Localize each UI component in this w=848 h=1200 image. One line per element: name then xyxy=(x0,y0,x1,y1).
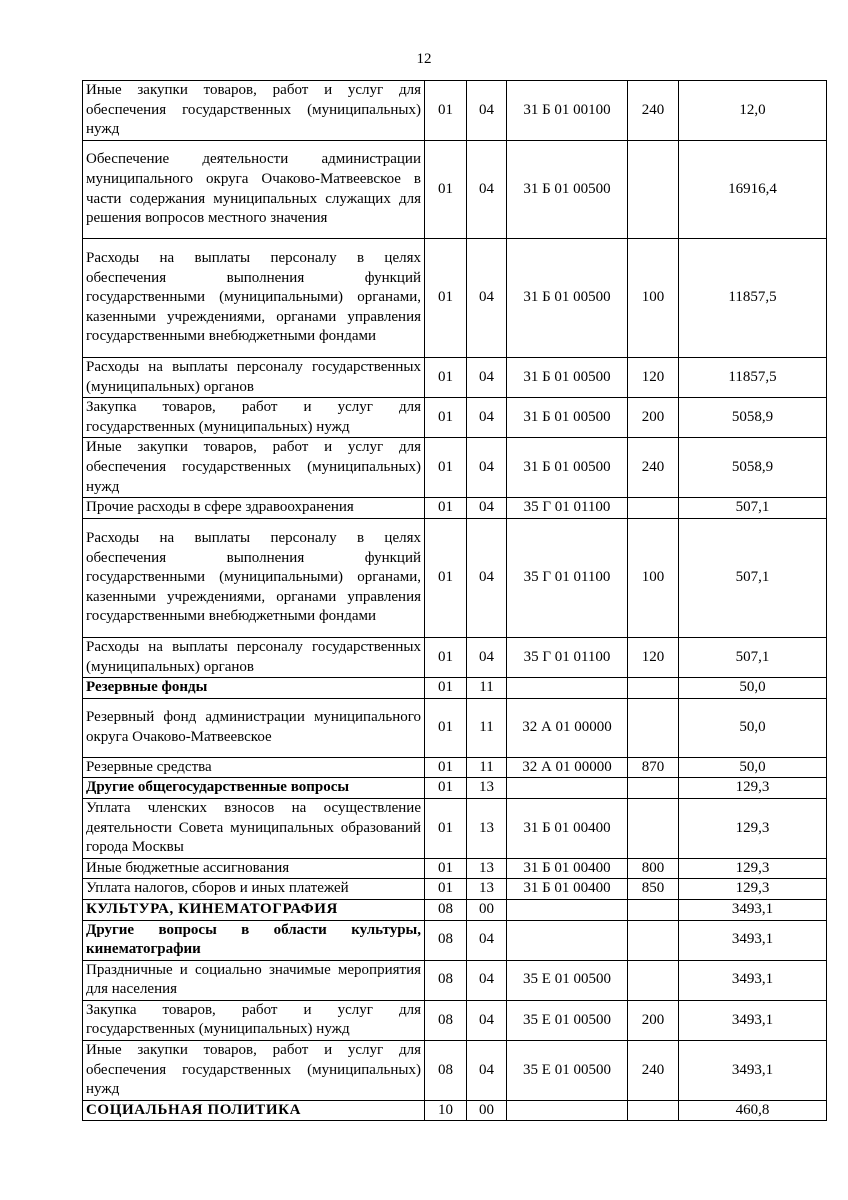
table-row xyxy=(83,960,827,1000)
row-subsection: 00 xyxy=(467,1100,507,1121)
row-subsection: 04 xyxy=(467,1000,507,1040)
table-row xyxy=(83,698,827,757)
row-section: 01 xyxy=(425,879,467,900)
row-section: 01 xyxy=(425,498,467,519)
table-row xyxy=(83,678,827,699)
row-section: 01 xyxy=(425,678,467,699)
row-amount: 129,3 xyxy=(679,778,827,799)
row-target-article: 31 Б 01 00500 xyxy=(507,438,628,498)
row-subsection: 13 xyxy=(467,798,507,858)
row-amount: 3493,1 xyxy=(679,960,827,1000)
row-expense-type xyxy=(628,960,679,1000)
row-target-article: 32 А 01 00000 xyxy=(507,698,628,757)
row-target-article xyxy=(507,1100,628,1121)
row-expense-type: 120 xyxy=(628,637,679,677)
row-amount: 16916,4 xyxy=(679,141,827,239)
row-amount: 460,8 xyxy=(679,1100,827,1121)
row-subsection: 11 xyxy=(467,678,507,699)
row-target-article: 31 Б 01 00400 xyxy=(507,858,628,879)
row-target-article: 35 Г 01 01100 xyxy=(507,637,628,677)
row-amount: 11857,5 xyxy=(679,358,827,398)
row-section: 08 xyxy=(425,960,467,1000)
row-name: СОЦИАЛЬНАЯ ПОЛИТИКА xyxy=(83,1100,425,1121)
row-section: 08 xyxy=(425,1000,467,1040)
row-name: Закупка товаров, работ и услуг для государственных (муниципальных) нужд xyxy=(83,1000,425,1040)
row-expense-type: 240 xyxy=(628,1041,679,1101)
row-expense-type: 850 xyxy=(628,879,679,900)
row-target-article: 31 Б 01 00500 xyxy=(507,141,628,239)
row-name: Иные закупки товаров, работ и услуг для обеспечения государственных (муниципальных) нужд xyxy=(83,81,425,141)
row-target-article xyxy=(507,899,628,920)
row-expense-type xyxy=(628,678,679,699)
row-expense-type xyxy=(628,798,679,858)
row-amount: 507,1 xyxy=(679,498,827,519)
row-expense-type xyxy=(628,698,679,757)
row-section: 01 xyxy=(425,637,467,677)
row-target-article: 31 Б 01 00500 xyxy=(507,358,628,398)
row-expense-type: 120 xyxy=(628,358,679,398)
table-row xyxy=(83,899,827,920)
row-name: Расходы на выплаты персоналу в целях обеспечения выполнения функций государственными (муниципальными) органами, казенными учреждениями, органами управления государственными внебюджетными фондами xyxy=(83,239,425,358)
row-name: Расходы на выплаты персоналу государственных (муниципальных) органов xyxy=(83,637,425,677)
row-amount: 11857,5 xyxy=(679,239,827,358)
row-name: Иные закупки товаров, работ и услуг для обеспечения государственных (муниципальных) нужд xyxy=(83,1041,425,1101)
row-expense-type: 200 xyxy=(628,1000,679,1040)
page-number: 12 xyxy=(416,51,432,67)
row-amount: 50,0 xyxy=(679,678,827,699)
table-row xyxy=(83,920,827,960)
table-row xyxy=(83,778,827,799)
row-amount: 12,0 xyxy=(679,81,827,141)
row-amount: 50,0 xyxy=(679,757,827,778)
row-expense-type: 240 xyxy=(628,438,679,498)
table-row xyxy=(83,637,827,677)
row-subsection: 13 xyxy=(467,778,507,799)
row-name: Расходы на выплаты персоналу государственных (муниципальных) органов xyxy=(83,358,425,398)
row-target-article: 31 Б 01 00400 xyxy=(507,798,628,858)
table-row xyxy=(83,81,827,141)
row-amount: 507,1 xyxy=(679,518,827,637)
row-name: КУЛЬТУРА, КИНЕМАТОГРАФИЯ xyxy=(83,899,425,920)
row-section: 01 xyxy=(425,398,467,438)
budget-table xyxy=(82,80,827,1121)
table-row xyxy=(83,358,827,398)
row-amount: 3493,1 xyxy=(679,899,827,920)
row-expense-type: 870 xyxy=(628,757,679,778)
row-amount: 129,3 xyxy=(679,798,827,858)
row-name: Резервные средства xyxy=(83,757,425,778)
row-amount: 5058,9 xyxy=(679,398,827,438)
row-section: 01 xyxy=(425,81,467,141)
row-subsection: 13 xyxy=(467,858,507,879)
row-subsection: 04 xyxy=(467,498,507,519)
row-target-article xyxy=(507,678,628,699)
table-row xyxy=(83,1100,827,1121)
table-row xyxy=(83,757,827,778)
row-amount: 507,1 xyxy=(679,637,827,677)
row-section: 01 xyxy=(425,438,467,498)
row-subsection: 04 xyxy=(467,920,507,960)
row-subsection: 04 xyxy=(467,141,507,239)
row-subsection: 04 xyxy=(467,1041,507,1101)
row-target-article: 31 Б 01 00500 xyxy=(507,398,628,438)
row-section: 01 xyxy=(425,698,467,757)
row-target-article: 31 Б 01 00400 xyxy=(507,879,628,900)
row-subsection: 04 xyxy=(467,358,507,398)
row-subsection: 04 xyxy=(467,239,507,358)
table-row xyxy=(83,438,827,498)
table-row xyxy=(83,518,827,637)
row-section: 01 xyxy=(425,757,467,778)
row-name: Уплата членских взносов на осуществление деятельности Совета муниципальных образований города Москвы xyxy=(83,798,425,858)
table-row xyxy=(83,141,827,239)
row-amount: 5058,9 xyxy=(679,438,827,498)
row-target-article: 32 А 01 00000 xyxy=(507,757,628,778)
row-subsection: 11 xyxy=(467,698,507,757)
row-section: 01 xyxy=(425,778,467,799)
row-expense-type xyxy=(628,778,679,799)
row-name: Обеспечение деятельности администрации муниципального округа Очаково-Матвеевское в части содержания муниципальных служащих для решения вопросов местного значения xyxy=(83,141,425,239)
row-name: Другие общегосударственные вопросы xyxy=(83,778,425,799)
table-row xyxy=(83,798,827,858)
row-subsection: 04 xyxy=(467,438,507,498)
row-subsection: 04 xyxy=(467,960,507,1000)
row-amount: 3493,1 xyxy=(679,920,827,960)
table-row xyxy=(83,879,827,900)
row-expense-type xyxy=(628,899,679,920)
row-expense-type xyxy=(628,920,679,960)
row-name: Другие вопросы в области культуры, кинематографии xyxy=(83,920,425,960)
row-section: 01 xyxy=(425,798,467,858)
row-target-article: 35 Г 01 01100 xyxy=(507,498,628,519)
row-expense-type: 100 xyxy=(628,239,679,358)
row-name: Праздничные и социально значимые мероприятия для населения xyxy=(83,960,425,1000)
row-subsection: 00 xyxy=(467,899,507,920)
table-row xyxy=(83,398,827,438)
row-section: 08 xyxy=(425,1041,467,1101)
row-section: 10 xyxy=(425,1100,467,1121)
row-name: Иные закупки товаров, работ и услуг для обеспечения государственных (муниципальных) нужд xyxy=(83,438,425,498)
row-section: 01 xyxy=(425,141,467,239)
row-subsection: 11 xyxy=(467,757,507,778)
row-amount: 3493,1 xyxy=(679,1041,827,1101)
row-name: Резервный фонд администрации муниципального округа Очаково-Матвеевское xyxy=(83,698,425,757)
row-section: 01 xyxy=(425,358,467,398)
row-subsection: 04 xyxy=(467,518,507,637)
row-subsection: 04 xyxy=(467,398,507,438)
row-amount: 129,3 xyxy=(679,858,827,879)
row-name: Уплата налогов, сборов и иных платежей xyxy=(83,879,425,900)
row-expense-type: 200 xyxy=(628,398,679,438)
row-target-article: 35 Е 01 00500 xyxy=(507,960,628,1000)
row-subsection: 04 xyxy=(467,637,507,677)
row-target-article: 31 Б 01 00100 xyxy=(507,81,628,141)
row-expense-type: 800 xyxy=(628,858,679,879)
row-expense-type xyxy=(628,498,679,519)
budget-table-body xyxy=(83,81,827,1121)
row-target-article xyxy=(507,778,628,799)
row-target-article: 31 Б 01 00500 xyxy=(507,239,628,358)
row-amount: 129,3 xyxy=(679,879,827,900)
row-section: 08 xyxy=(425,920,467,960)
row-section: 08 xyxy=(425,899,467,920)
row-target-article: 35 Е 01 00500 xyxy=(507,1000,628,1040)
row-section: 01 xyxy=(425,518,467,637)
row-target-article: 35 Г 01 01100 xyxy=(507,518,628,637)
table-row xyxy=(83,1041,827,1101)
row-name: Резервные фонды xyxy=(83,678,425,699)
row-subsection: 04 xyxy=(467,81,507,141)
row-expense-type xyxy=(628,141,679,239)
row-target-article: 35 Е 01 00500 xyxy=(507,1041,628,1101)
row-target-article xyxy=(507,920,628,960)
row-name: Закупка товаров, работ и услуг для государственных (муниципальных) нужд xyxy=(83,398,425,438)
row-name: Иные бюджетные ассигнования xyxy=(83,858,425,879)
row-name: Прочие расходы в сфере здравоохранения xyxy=(83,498,425,519)
table-row xyxy=(83,498,827,519)
row-amount: 3493,1 xyxy=(679,1000,827,1040)
row-section: 01 xyxy=(425,858,467,879)
row-expense-type: 240 xyxy=(628,81,679,141)
row-name: Расходы на выплаты персоналу в целях обеспечения выполнения функций государственными (муниципальными) органами, казенными учреждениями, органами управления государственными внебюджетными фондами xyxy=(83,518,425,637)
table-row xyxy=(83,1000,827,1040)
row-amount: 50,0 xyxy=(679,698,827,757)
row-subsection: 13 xyxy=(467,879,507,900)
row-expense-type: 100 xyxy=(628,518,679,637)
row-section: 01 xyxy=(425,239,467,358)
row-expense-type xyxy=(628,1100,679,1121)
table-row xyxy=(83,239,827,358)
table-row xyxy=(83,858,827,879)
